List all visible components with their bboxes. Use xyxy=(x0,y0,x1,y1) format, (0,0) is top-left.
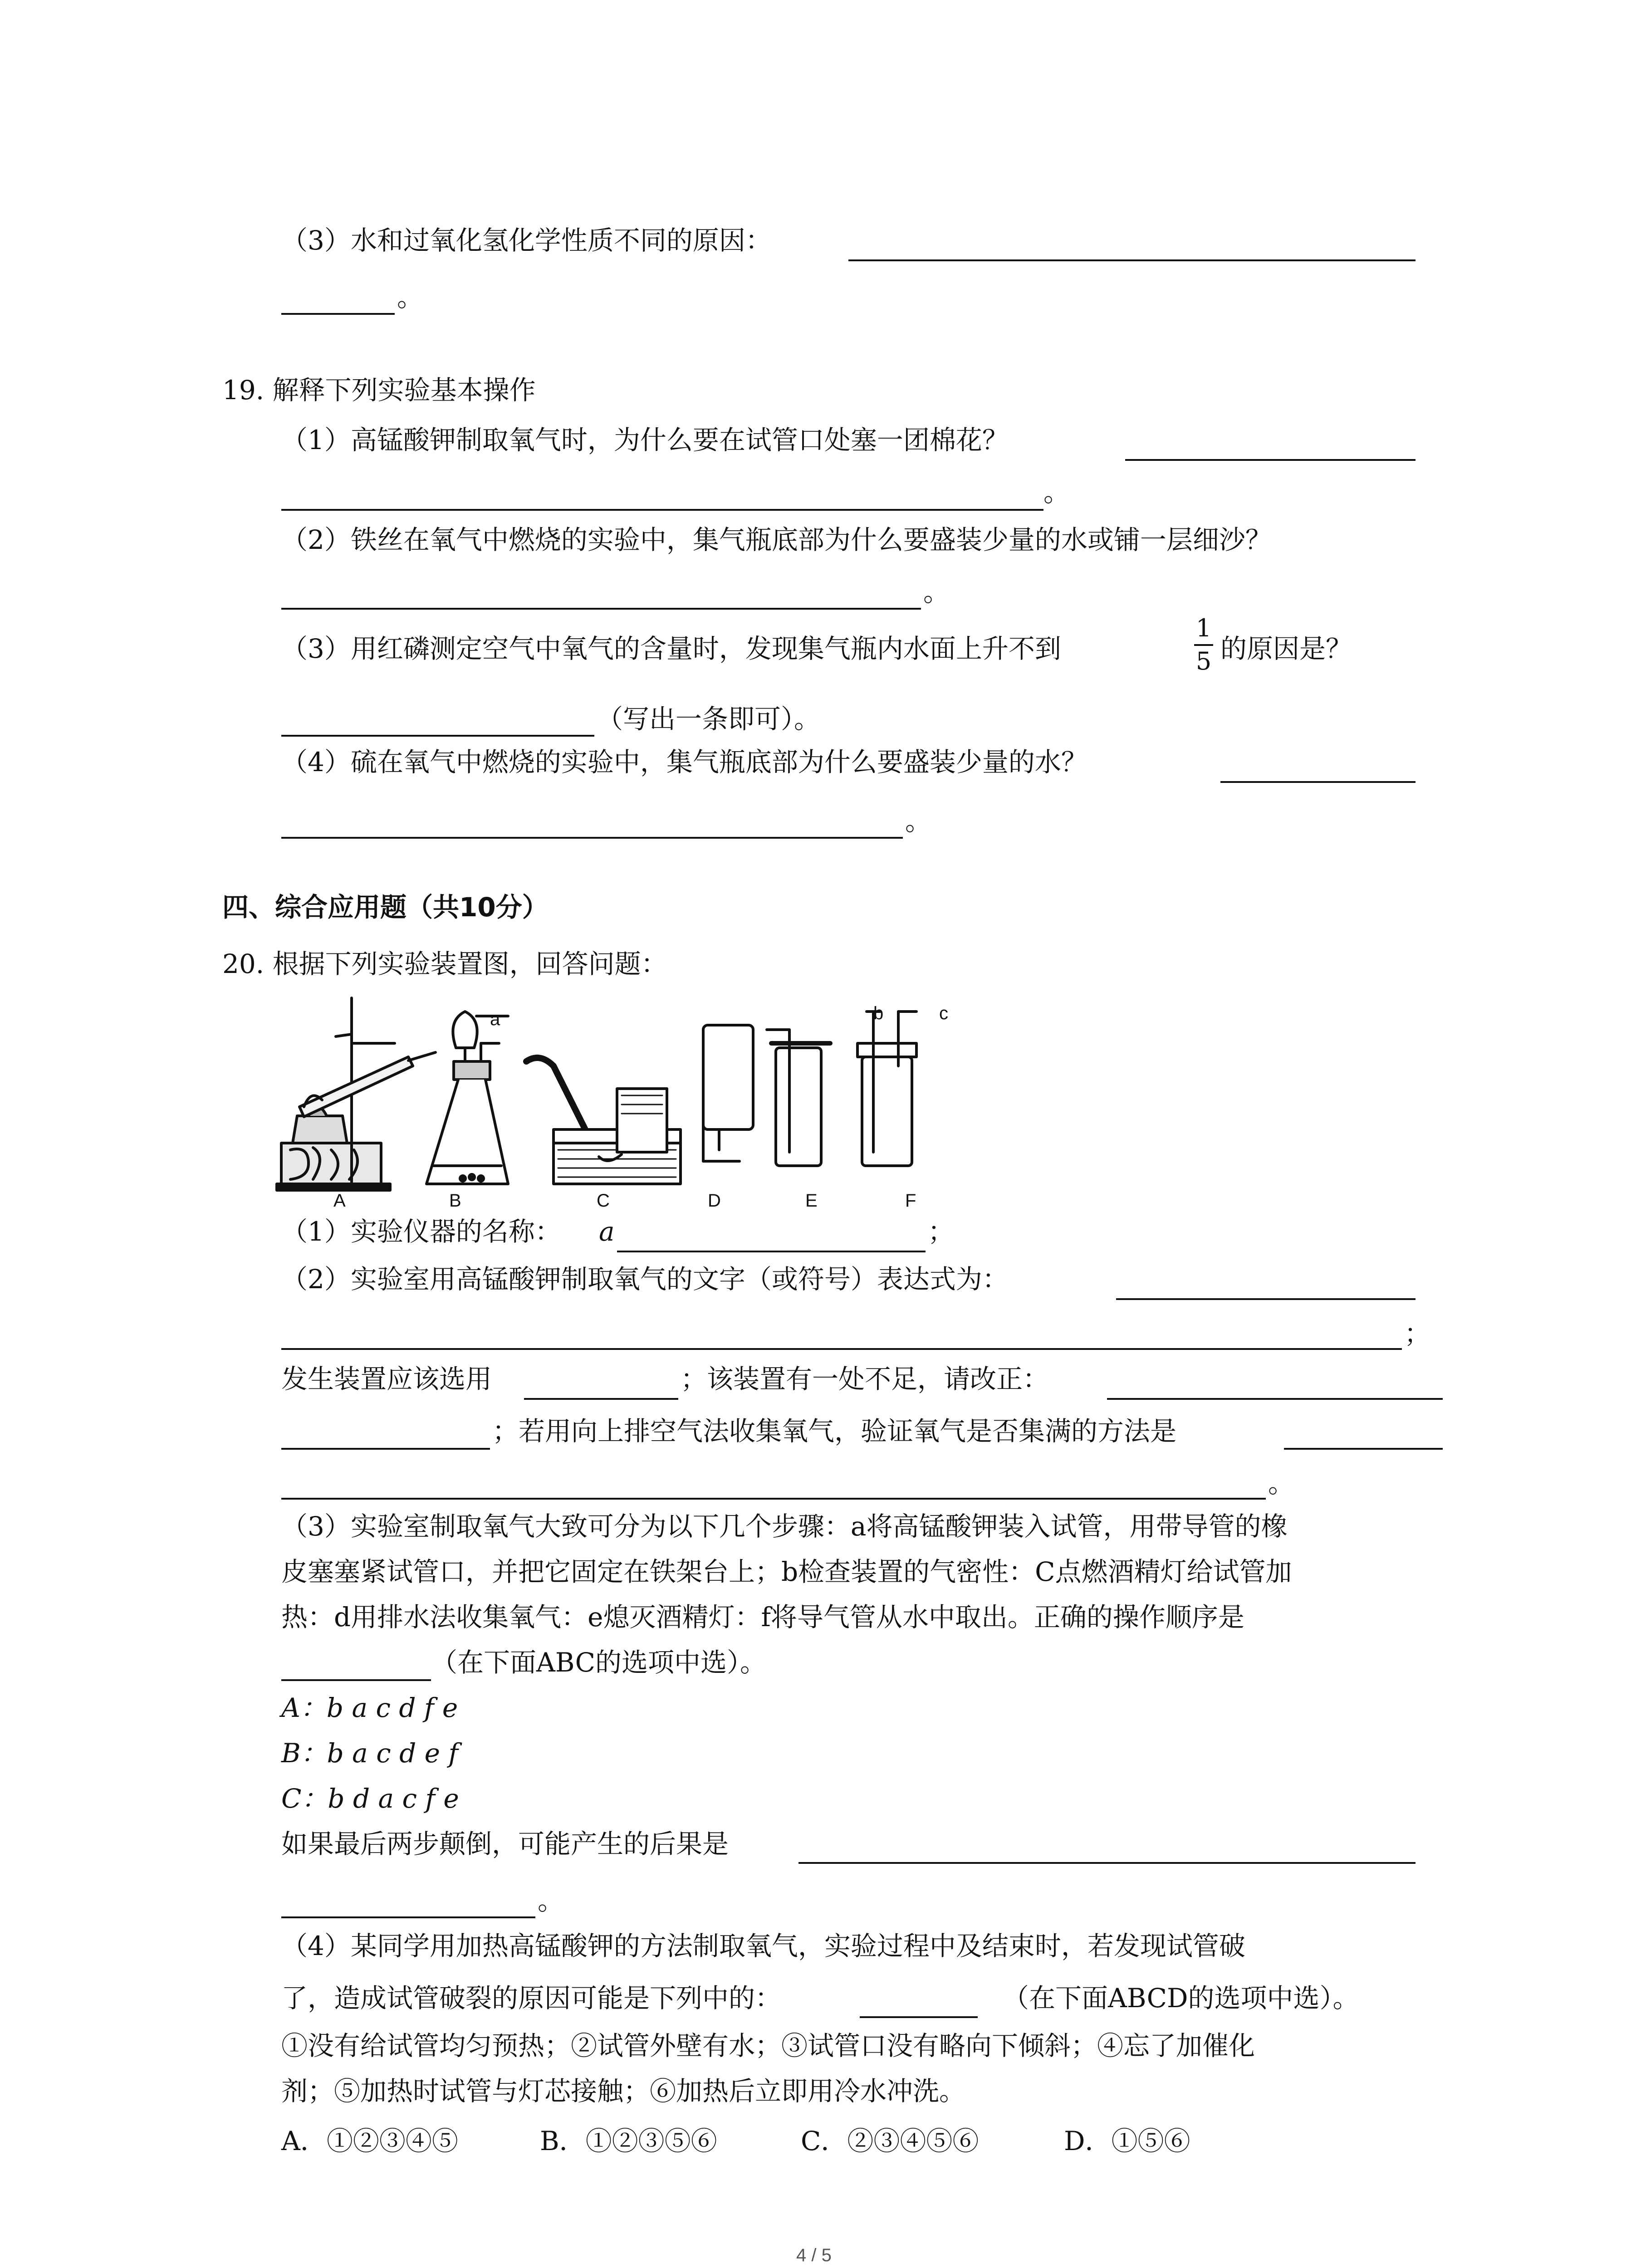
apparatus-b-icon xyxy=(426,1012,508,1184)
q19-title: 19. 解释下列实验基本操作 xyxy=(222,375,536,406)
q19-p3-fraction-denominator: 5 xyxy=(1195,647,1212,675)
q20-p4-option-d: D．①⑤⑥ xyxy=(1064,2126,1190,2156)
q19-p3-fraction-numerator: 1 xyxy=(1195,614,1212,642)
q20-p2-method-answer-line-2[interactable] xyxy=(281,1498,1266,1500)
q19-p3-text-a: （3）用红磷测定空气中氧气的含量时，发现集气瓶内水面上升不到 xyxy=(281,633,1061,664)
q20-p4-line2-b: （在下面ABCD的选项中选）。 xyxy=(1003,1983,1359,2014)
q18-p3-answer-line-2[interactable] xyxy=(281,313,395,315)
q20-p1-answer-line[interactable] xyxy=(617,1251,926,1252)
q20-p4-option-b: B．①②③⑤⑥ xyxy=(540,2126,717,2156)
q18-p3-end: 。 xyxy=(397,282,424,313)
q19-p1-text: （1）高锰酸钾制取氧气时，为什么要在试管口处塞一团棉花？ xyxy=(281,425,1009,455)
figure-mark-b: b xyxy=(873,1003,884,1023)
figure-label-d: D xyxy=(708,1191,721,1211)
q20-p2-line3-b: ；该装置有一处不足，请改正： xyxy=(681,1364,1049,1394)
q18-p3-answer-line[interactable] xyxy=(848,259,1416,261)
figure-label-e: E xyxy=(805,1191,818,1211)
apparatus-figure xyxy=(272,993,953,1207)
q19-p4-answer-line[interactable] xyxy=(1220,781,1416,783)
q20-p3-line2: 皮塞塞紧试管口，并把它固定在铁架台上；b检查装置的气密性：C点燃酒精灯给试管加 xyxy=(281,1556,1292,1587)
figure-label-a: A xyxy=(333,1191,346,1211)
figure-mark-c: c xyxy=(939,1003,948,1023)
q20-p2-text: （2）实验室用高锰酸钾制取氧气的文字（或符号）表达式为： xyxy=(281,1264,1009,1295)
q20-p3-line3: 热：d用排水法收集氧气：e熄灭酒精灯：f将导气管从水中取出。正确的操作顺序是 xyxy=(281,1602,1244,1633)
q19-p3-answer-line[interactable] xyxy=(281,735,594,737)
q20-p3-option-c: C：b d a c f e xyxy=(281,1783,459,1814)
q20-p3-end: 。 xyxy=(538,1885,564,1916)
q19-p2-answer-line[interactable] xyxy=(281,608,921,610)
apparatus-f-icon xyxy=(857,1012,916,1166)
q20-p3-consequence-answer-line-2[interactable] xyxy=(281,1916,535,1918)
q20-p4-option-a: A．①②③④⑤ xyxy=(281,2126,458,2156)
q20-p3-option-a: A：b a c d f e xyxy=(281,1692,458,1723)
figure-label-b: B xyxy=(449,1191,461,1211)
q20-p3-option-b: B：b a c d e f xyxy=(281,1738,458,1769)
q20-p2-fix-answer-line[interactable] xyxy=(1107,1398,1443,1400)
q20-p3-order-answer-line[interactable] xyxy=(281,1679,431,1681)
q20-p2-fix-answer-line-2[interactable] xyxy=(281,1448,490,1450)
apparatus-a-icon xyxy=(277,998,436,1190)
section4-heading: 四、综合应用题（共10分） xyxy=(222,892,549,923)
q20-p3-consequence: 如果最后两步颠倒，可能产生的后果是 xyxy=(281,1828,729,1859)
q20-p1-end: ； xyxy=(928,1216,955,1247)
figure-mark-a: a xyxy=(490,1009,500,1029)
q20-p4-line2-a: 了，造成试管破裂的原因可能是下列中的： xyxy=(281,1983,782,2014)
q20-p4-answer-line[interactable] xyxy=(860,2016,978,2018)
q18-p3-text: （3）水和过氧化氢化学性质不同的原因： xyxy=(281,225,772,256)
q20-p1-text: （1）实验仪器的名称： xyxy=(281,1216,561,1247)
q20-p2-answer-line-2[interactable] xyxy=(281,1348,1402,1350)
q20-p3-line1: （3）实验室制取氧气大致可分为以下几个步骤：a将高锰酸钾装入试管，用带导管的橡 xyxy=(281,1511,1288,1542)
q20-p2-device-answer-line[interactable] xyxy=(524,1398,678,1400)
q20-p2-end: 。 xyxy=(1268,1468,1295,1499)
q20-p2-method-answer-line[interactable] xyxy=(1284,1448,1443,1450)
q19-p4-text: （4）硫在氧气中燃烧的实验中，集气瓶底部为什么要盛装少量的水？ xyxy=(281,747,1087,777)
apparatus-c-icon xyxy=(526,1058,681,1184)
q19-p3-fraction-bar xyxy=(1194,644,1213,646)
q20-p4-line3: ①没有给试管均匀预热；②试管外壁有水；③试管口没有略向下倾斜；④忘了加催化 xyxy=(281,2030,1255,2061)
q19-p1-answer-line[interactable] xyxy=(1125,459,1416,461)
q20-p4-line4: 剂；⑤加热时试管与灯芯接触；⑥加热后立即用冷水冲洗。 xyxy=(281,2076,966,2107)
q19-p1-end: 。 xyxy=(1043,477,1070,508)
q19-p1-answer-line-2[interactable] xyxy=(281,509,1043,511)
q19-p4-end: 。 xyxy=(905,806,932,836)
q20-p3-line4: （在下面ABC的选项中选）。 xyxy=(431,1647,766,1678)
q20-p4-option-c: C．②③④⑤⑥ xyxy=(801,2126,979,2156)
q19-p2-end: 。 xyxy=(923,577,950,607)
q20-p1-a: a xyxy=(599,1216,615,1247)
page-number: 4 / 5 xyxy=(796,2245,832,2265)
q20-p2-line3-a: 发生装置应该选用 xyxy=(281,1364,492,1394)
q20-p4-line1: （4）某同学用加热高锰酸钾的方法制取氧气，实验过程中及结束时，若发现试管破 xyxy=(281,1931,1245,1961)
apparatus-e-icon xyxy=(767,1030,830,1166)
apparatus-d-icon xyxy=(703,1025,753,1161)
figure-label-f: F xyxy=(905,1191,916,1211)
q20-p3-consequence-answer-line[interactable] xyxy=(798,1862,1416,1864)
q20-p2-answer-line[interactable] xyxy=(1116,1298,1416,1300)
q20-p2-semicolon: ； xyxy=(1404,1318,1431,1349)
q19-p3-text-b: 的原因是？ xyxy=(1220,633,1352,664)
q20-p2-line4: ；若用向上排空气法收集氧气，验证氧气是否集满的方法是 xyxy=(492,1416,1177,1447)
q20-title: 20. 根据下列实验装置图，回答问题： xyxy=(222,948,667,979)
q19-p3-end: （写出一条即可）。 xyxy=(597,704,821,734)
q19-p4-answer-line-2[interactable] xyxy=(281,837,903,839)
q19-p2-text: （2）铁丝在氧气中燃烧的实验中，集气瓶底部为什么要盛装少量的水或铺一层细沙？ xyxy=(281,524,1272,555)
figure-label-c: C xyxy=(597,1191,610,1211)
